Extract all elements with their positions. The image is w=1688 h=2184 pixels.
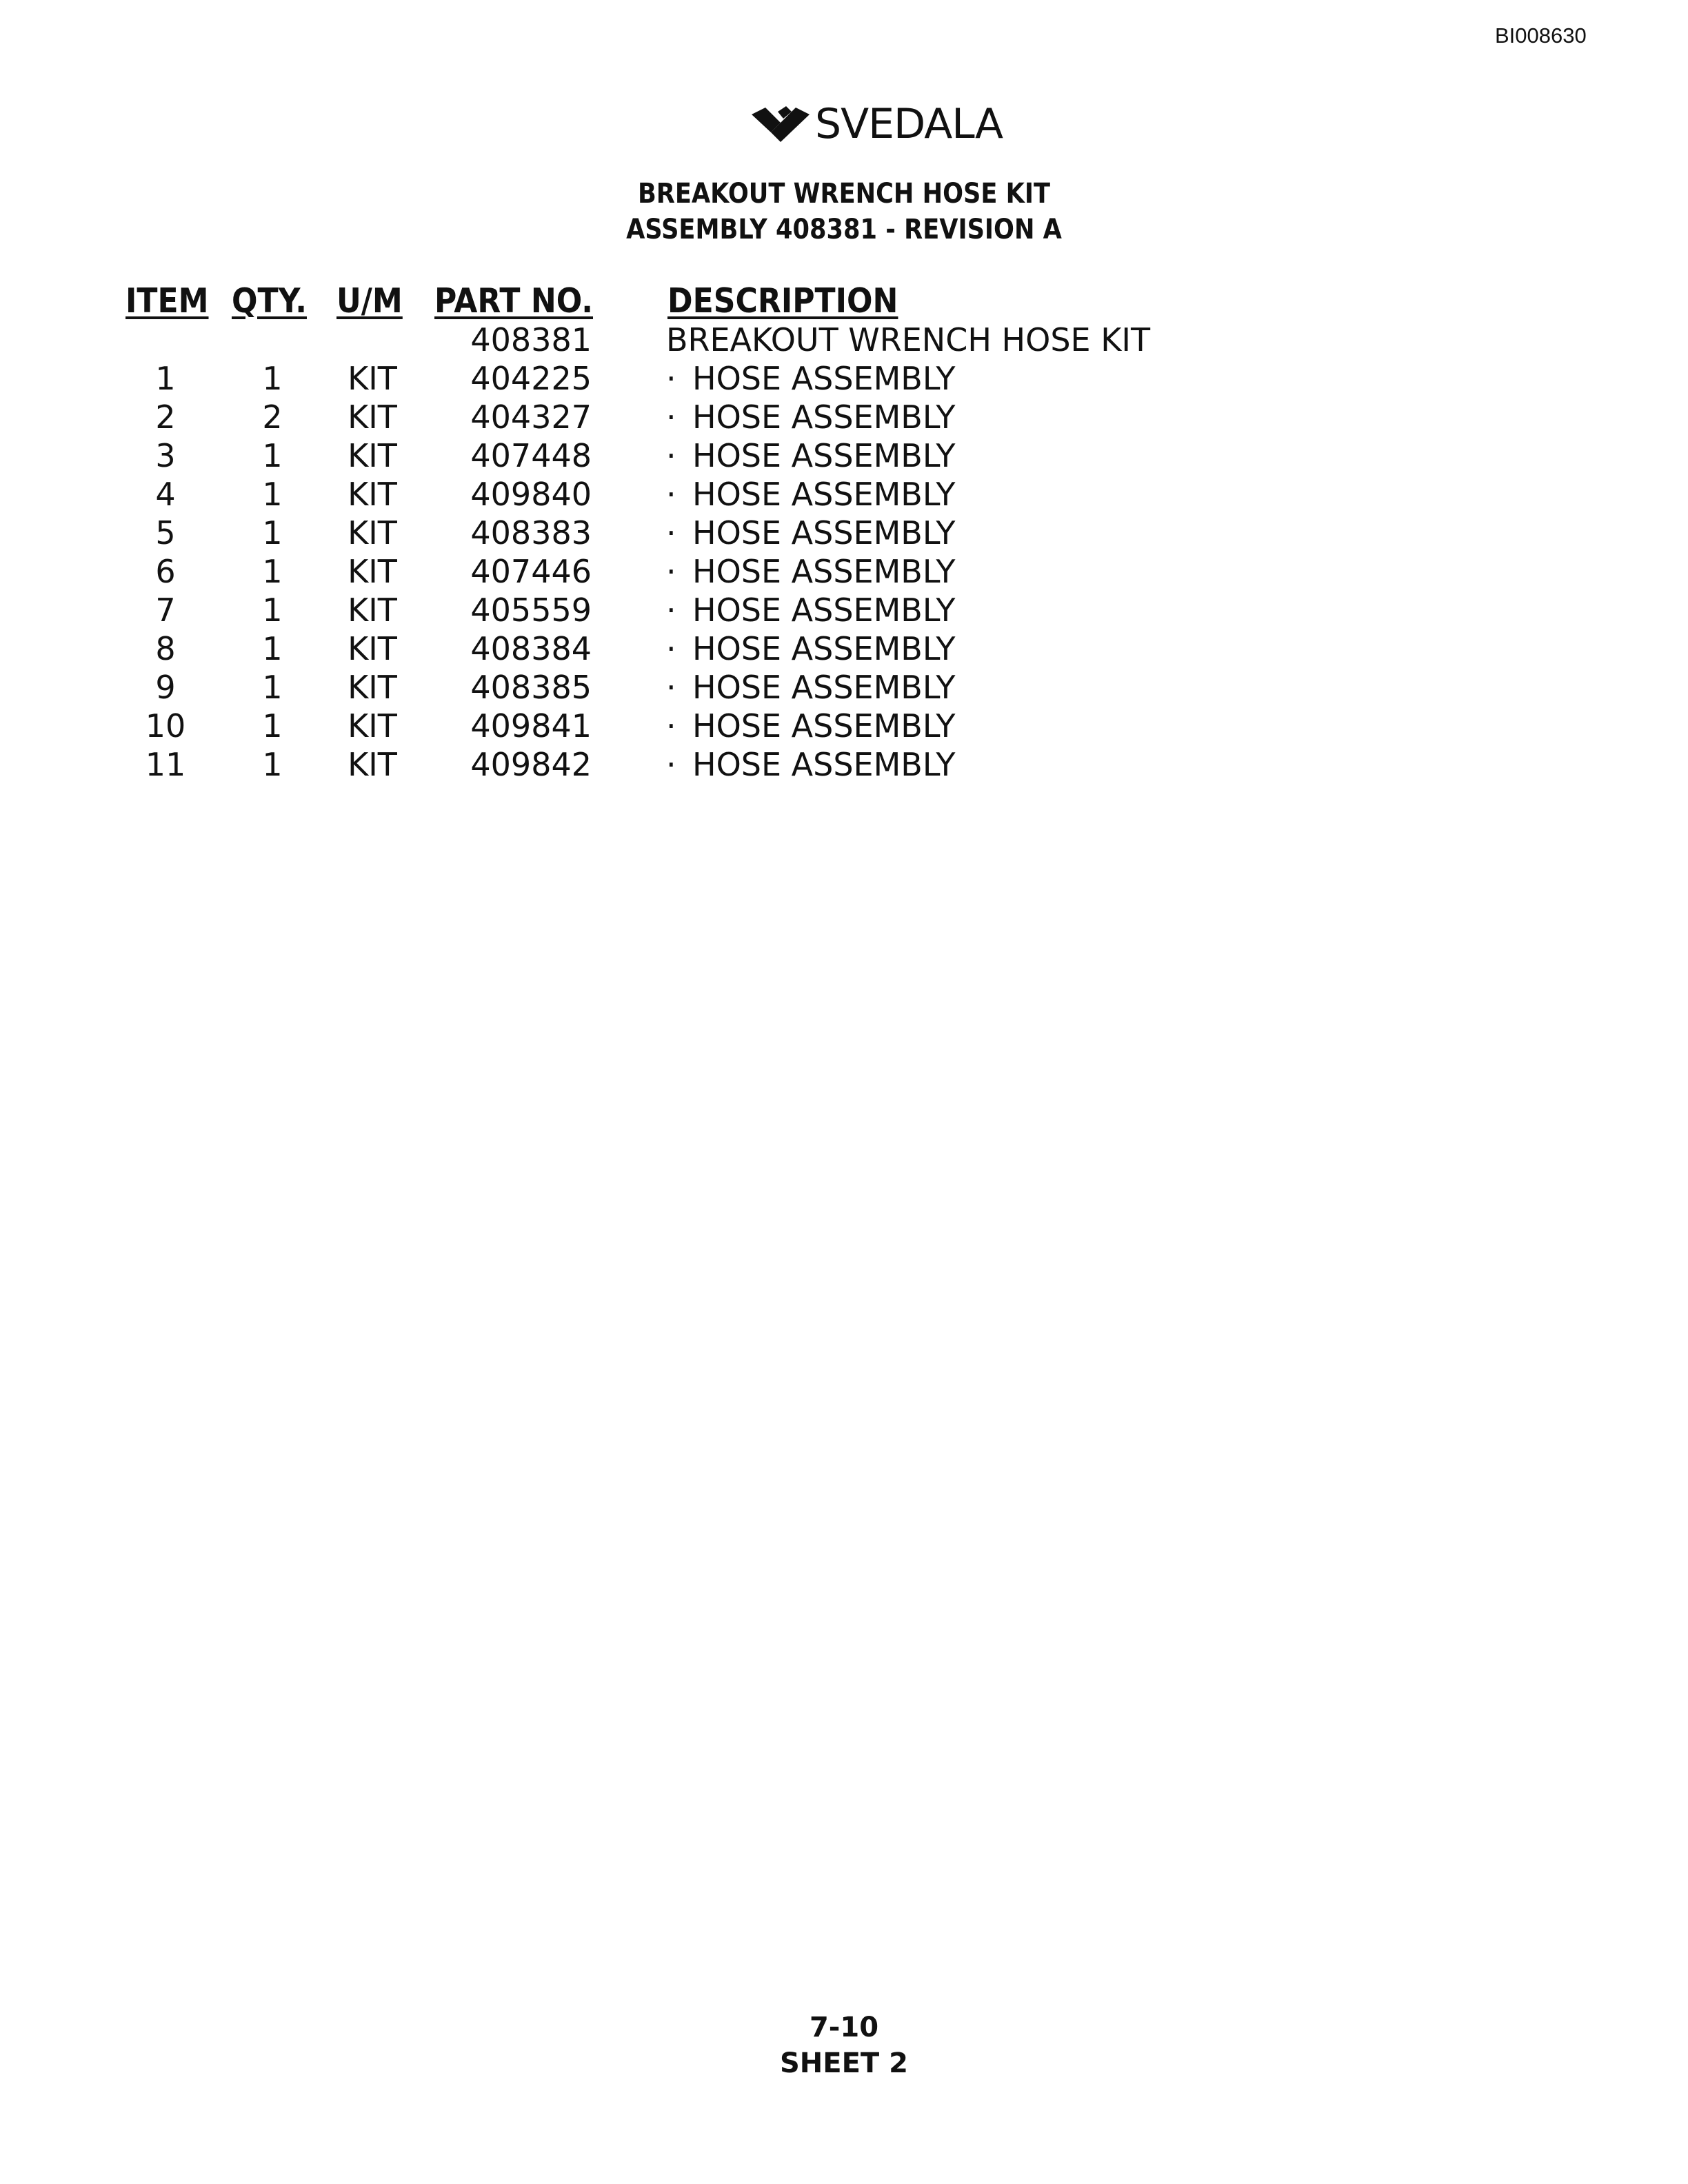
document-id: BI008630 bbox=[1495, 23, 1587, 48]
page-number: 7-10 bbox=[809, 2012, 879, 2043]
item-number: 5 bbox=[155, 514, 176, 552]
table-row bbox=[0, 514, 1688, 553]
table-row bbox=[0, 746, 1688, 785]
quantity: 1 bbox=[262, 437, 283, 474]
logo-wordmark: SVEDALA bbox=[815, 100, 1003, 148]
item-number: 2 bbox=[155, 398, 176, 436]
svedala-diamond-icon bbox=[750, 102, 811, 146]
quantity: 1 bbox=[262, 476, 283, 513]
description: · HOSE ASSEMBLY bbox=[666, 553, 955, 590]
unit-of-measure: KIT bbox=[348, 592, 397, 629]
sheet-number: SHEET 2 bbox=[780, 2048, 908, 2079]
quantity: 1 bbox=[262, 592, 283, 629]
table-row bbox=[0, 553, 1688, 592]
unit-of-measure: KIT bbox=[348, 514, 397, 552]
quantity: 1 bbox=[262, 514, 283, 552]
column-header-qty: QTY. bbox=[232, 281, 307, 321]
table-row bbox=[0, 707, 1688, 746]
description: · HOSE ASSEMBLY bbox=[666, 746, 955, 783]
part-number: 409840 bbox=[470, 476, 592, 513]
quantity: 1 bbox=[262, 360, 283, 397]
column-header-description: DESCRIPTION bbox=[667, 281, 898, 321]
item-number: 4 bbox=[155, 476, 176, 513]
quantity: 1 bbox=[262, 707, 283, 745]
description: · HOSE ASSEMBLY bbox=[666, 360, 955, 397]
unit-of-measure: KIT bbox=[348, 669, 397, 706]
unit-of-measure: KIT bbox=[348, 398, 397, 436]
part-number: 407448 bbox=[470, 437, 592, 474]
table-row bbox=[0, 669, 1688, 707]
description: · HOSE ASSEMBLY bbox=[666, 592, 955, 629]
description: · HOSE ASSEMBLY bbox=[666, 669, 955, 706]
item-number: 3 bbox=[155, 437, 176, 474]
table-row bbox=[0, 360, 1688, 398]
assembly-description: BREAKOUT WRENCH HOSE KIT bbox=[666, 321, 1151, 358]
column-header-um: U/M bbox=[336, 281, 403, 321]
document-title: BREAKOUT WRENCH HOSE KIT bbox=[637, 178, 1051, 210]
unit-of-measure: KIT bbox=[348, 746, 397, 783]
item-number: 9 bbox=[155, 669, 176, 706]
company-logo bbox=[750, 97, 1003, 152]
description: · HOSE ASSEMBLY bbox=[666, 398, 955, 436]
part-number: 404225 bbox=[470, 360, 592, 397]
part-number: 408385 bbox=[470, 669, 592, 706]
item-number: 10 bbox=[145, 707, 186, 745]
description: · HOSE ASSEMBLY bbox=[666, 707, 955, 745]
quantity: 1 bbox=[262, 630, 283, 667]
description: · HOSE ASSEMBLY bbox=[666, 437, 955, 474]
assembly-subtitle: ASSEMBLY 408381 - REVISION A bbox=[626, 214, 1062, 245]
quantity: 1 bbox=[262, 553, 283, 590]
unit-of-measure: KIT bbox=[348, 360, 397, 397]
column-header-item: ITEM bbox=[125, 281, 209, 321]
assembly-part-no: 408381 bbox=[470, 321, 592, 358]
description: · HOSE ASSEMBLY bbox=[666, 630, 955, 667]
part-number: 409841 bbox=[470, 707, 592, 745]
item-number: 1 bbox=[155, 360, 176, 397]
unit-of-measure: KIT bbox=[348, 476, 397, 513]
unit-of-measure: KIT bbox=[348, 437, 397, 474]
item-number: 7 bbox=[155, 592, 176, 629]
part-number: 405559 bbox=[470, 592, 592, 629]
description: · HOSE ASSEMBLY bbox=[666, 476, 955, 513]
quantity: 1 bbox=[262, 669, 283, 706]
unit-of-measure: KIT bbox=[348, 553, 397, 590]
table-row bbox=[0, 437, 1688, 476]
table-row bbox=[0, 630, 1688, 669]
part-number: 407446 bbox=[470, 553, 592, 590]
quantity: 1 bbox=[262, 746, 283, 783]
part-number: 409842 bbox=[470, 746, 592, 783]
part-number: 408383 bbox=[470, 514, 592, 552]
table-row bbox=[0, 592, 1688, 630]
part-number: 408384 bbox=[470, 630, 592, 667]
item-number: 11 bbox=[145, 746, 186, 783]
item-number: 8 bbox=[155, 630, 176, 667]
unit-of-measure: KIT bbox=[348, 630, 397, 667]
quantity: 2 bbox=[262, 398, 283, 436]
part-number: 404327 bbox=[470, 398, 592, 436]
table-row bbox=[0, 476, 1688, 514]
description: · HOSE ASSEMBLY bbox=[666, 514, 955, 552]
unit-of-measure: KIT bbox=[348, 707, 397, 745]
item-number: 6 bbox=[155, 553, 176, 590]
column-header-part-no: PART NO. bbox=[434, 281, 594, 321]
assembly-row bbox=[0, 321, 1688, 360]
table-row bbox=[0, 398, 1688, 437]
